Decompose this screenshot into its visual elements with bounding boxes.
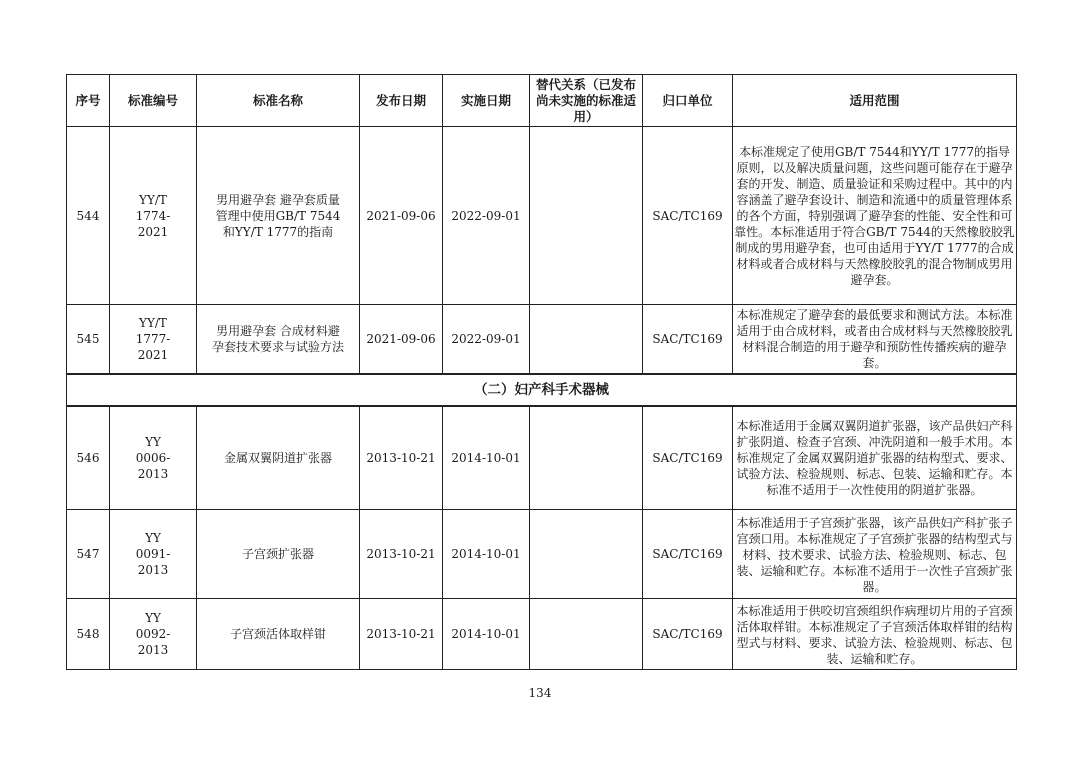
cell-replaces: [530, 406, 643, 510]
cell-seq: 544: [67, 127, 110, 305]
cell-code: YY/T 1774-2021: [110, 127, 197, 305]
cell-implement-date: 2014-10-01: [443, 406, 530, 510]
cell-name: 男用避孕套 避孕套质量管理中使用GB/T 7544和YY/T 1777的指南: [197, 127, 360, 305]
cell-implement-date: 2022-09-01: [443, 127, 530, 305]
cell-publish-date: 2013-10-21: [360, 406, 443, 510]
cell-publish-date: 2021-09-06: [360, 305, 443, 374]
cell-name: 金属双翼阴道扩张器: [197, 406, 360, 510]
cell-scope: 本标准适用于供咬切宫颈组织作病理切片用的子宫颈活体取样钳。本标准规定了子宫颈活体取样钳的结构型式与材料、要求、试验方法、检验规则、标志、包装、运输和贮存。: [733, 599, 1017, 670]
cell-implement-date: 2014-10-01: [443, 510, 530, 599]
cell-scope: 本标准适用于子宫颈扩张器，该产品供妇产科扩张子宫颈口用。本标准规定了子宫颈扩张器的结构型式与材料、技术要求、试验方法、检验规则、标志、包装、运输和贮存。本标准不适用于一次性子宫颈扩张器。: [733, 510, 1017, 599]
cell-seq: 547: [67, 510, 110, 599]
header-scope: 适用范围: [733, 75, 1017, 127]
page-number: 134: [528, 686, 552, 700]
cell-publish-date: 2013-10-21: [360, 510, 443, 599]
cell-name: 子宫颈扩张器: [197, 510, 360, 599]
table-row: [67, 510, 1017, 599]
cell-code: YY 0091-2013: [110, 510, 197, 599]
cell-unit: SAC/TC169: [643, 599, 733, 670]
header-name: 标准名称: [197, 75, 360, 127]
cell-implement-date: 2014-10-01: [443, 599, 530, 670]
cell-code: YY 0006-2013: [110, 406, 197, 510]
cell-name: 子宫颈活体取样钳: [197, 599, 360, 670]
section-title: （二）妇产科手术器械: [67, 374, 1017, 406]
cell-seq: 545: [67, 305, 110, 374]
cell-publish-date: 2013-10-21: [360, 599, 443, 670]
cell-name: 男用避孕套 合成材料避孕套技术要求与试验方法: [197, 305, 360, 374]
table-row: [67, 406, 1017, 510]
header-replaces: 替代关系（已发布尚未实施的标准适用）: [530, 75, 643, 127]
cell-seq: 548: [67, 599, 110, 670]
cell-replaces: [530, 510, 643, 599]
section-row: [67, 374, 1017, 406]
cell-unit: SAC/TC169: [643, 305, 733, 374]
cell-unit: SAC/TC169: [643, 510, 733, 599]
table-row: [67, 127, 1017, 305]
header-code: 标准编号: [110, 75, 197, 127]
cell-code: YY 0092-2013: [110, 599, 197, 670]
table-row: [67, 305, 1017, 374]
cell-replaces: [530, 599, 643, 670]
cell-publish-date: 2021-09-06: [360, 127, 443, 305]
header-implement-date: 实施日期: [443, 75, 530, 127]
cell-implement-date: 2022-09-01: [443, 305, 530, 374]
standards-table: [66, 74, 1017, 670]
cell-scope: 本标准规定了使用GB/T 7544和YY/T 1777的指导原则，以及解决质量问题，这些问题可能存在于避孕套的开发、制造、质量验证和采购过程中。其中的内容涵盖了避孕套设计、制造和流通中的质量管理体系的各个方面，特别强调了避孕套的性能、安全性和可靠性。本标准适用于符合GB/T 7544的天然橡胶胶乳制成的男用避孕套，也可由适用于YY/T 1777的合成材料或者合成材料与天然橡胶胶乳的混合物制成男用避孕套。: [733, 127, 1017, 305]
cell-unit: SAC/TC169: [643, 406, 733, 510]
cell-unit: SAC/TC169: [643, 127, 733, 305]
cell-scope: 本标准规定了避孕套的最低要求和测试方法。本标准适用于由合成材料，或者由合成材料与天然橡胶胶乳材料混合制造的用于避孕和预防性传播疾病的避孕套。: [733, 305, 1017, 374]
header-row: [67, 75, 1017, 127]
header-seq: 序号: [67, 75, 110, 127]
cell-replaces: [530, 305, 643, 374]
cell-code: YY/T 1777-2021: [110, 305, 197, 374]
cell-seq: 546: [67, 406, 110, 510]
table-row: [67, 599, 1017, 670]
cell-scope: 本标准适用于金属双翼阴道扩张器，该产品供妇产科扩张阴道、检查子宫颈、冲洗阴道和一般手术用。本标准规定了金属双翼阴道扩张器的结构型式、要求、试验方法、检验规则、标志、包装、运输和贮存。本标准不适用于一次性使用的阴道扩张器。: [733, 406, 1017, 510]
cell-replaces: [530, 127, 643, 305]
header-unit: 归口单位: [643, 75, 733, 127]
header-publish-date: 发布日期: [360, 75, 443, 127]
